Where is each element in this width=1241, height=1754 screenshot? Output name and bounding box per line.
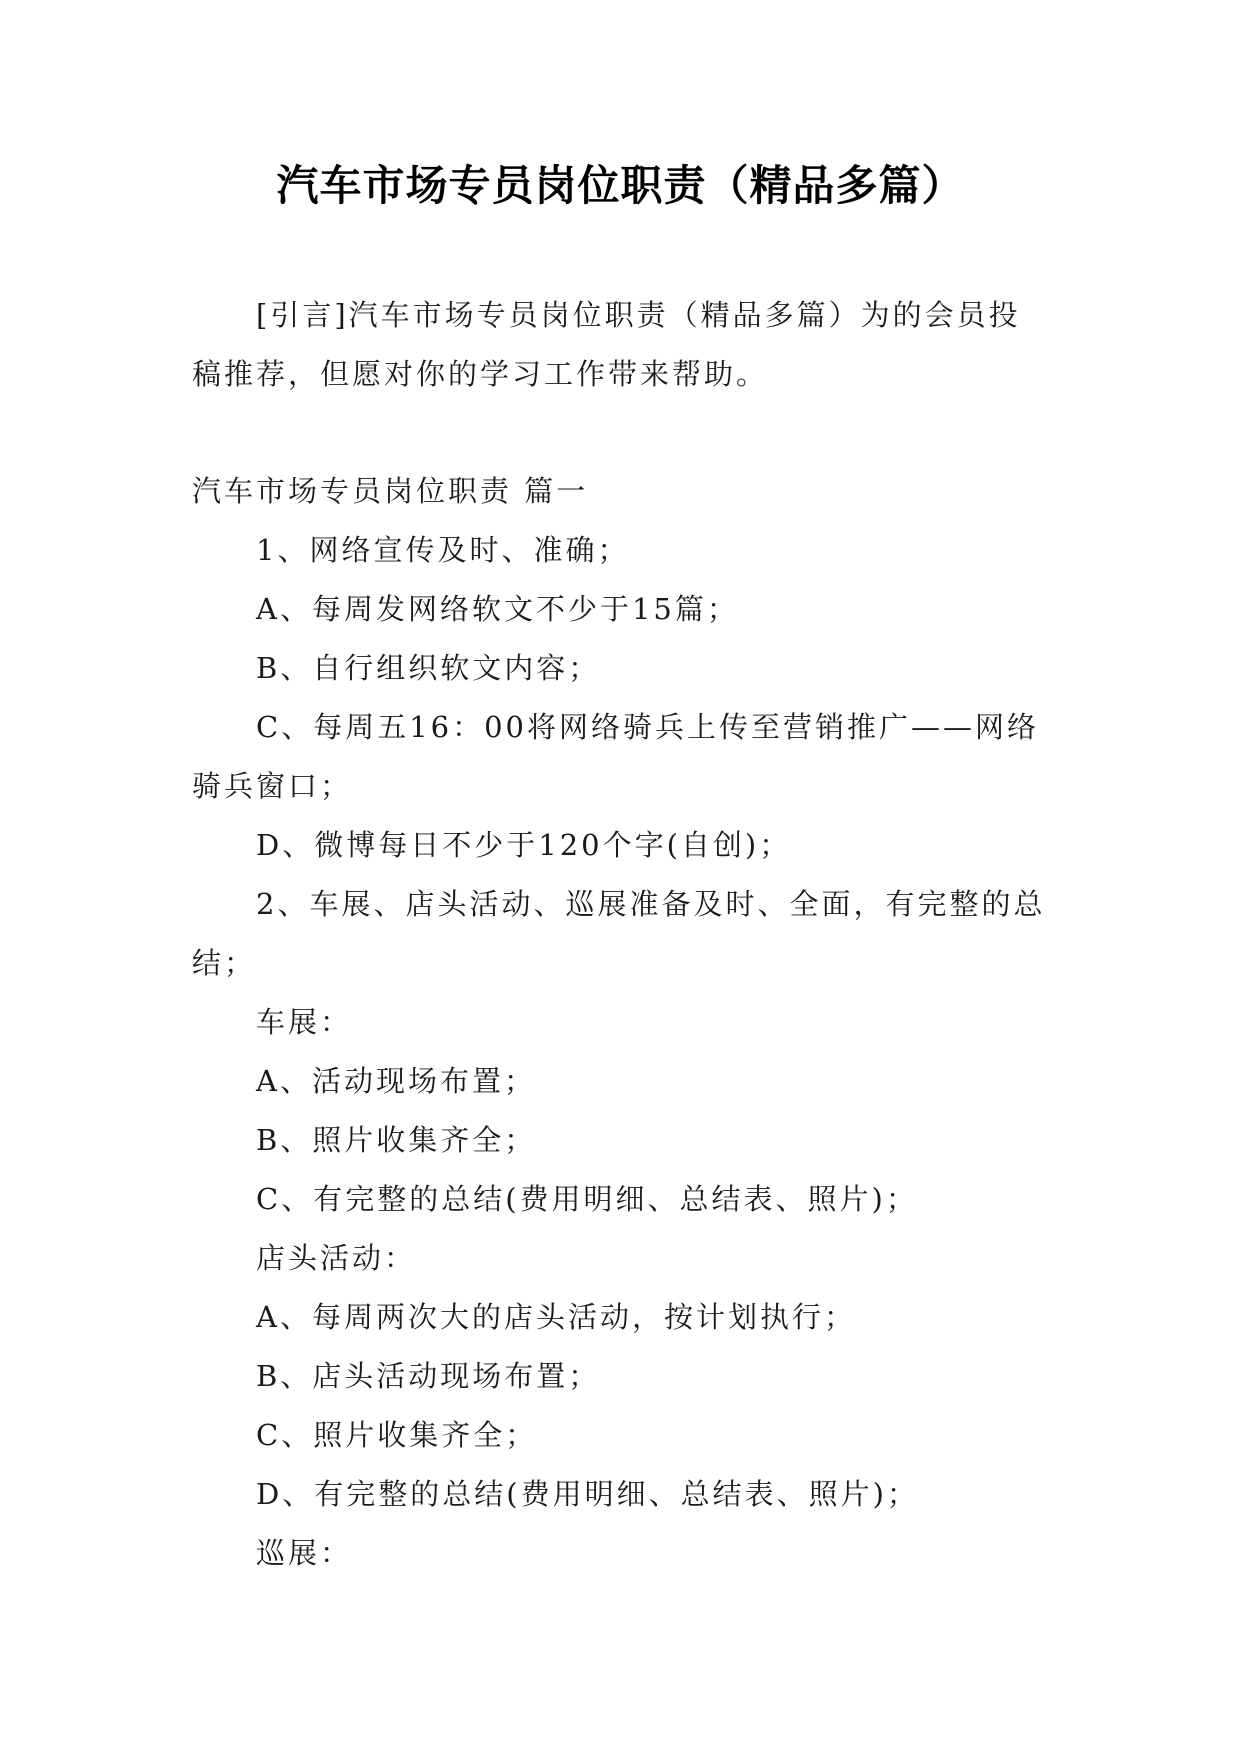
paragraph: C、照片收集齐全； (256, 1418, 538, 1452)
paragraph: A、活动现场布置； (256, 1064, 536, 1098)
paragraph: B、照片收集齐全； (256, 1123, 537, 1157)
section-heading: 汽车市场专员岗位职责 篇一 (192, 474, 589, 508)
paragraph: A、每周两次大的店头活动，按计划执行； (256, 1300, 856, 1334)
paragraph: D、有完整的总结(费用明细、总结表、照片)； (256, 1477, 919, 1511)
content-block (192, 462, 1052, 1583)
paragraph: B、店头活动现场布置； (256, 1359, 601, 1393)
intro-paragraph: [引言]汽车市场专员岗位职责（精品多篇）为的会员投稿推荐，但愿对你的学习工作带来帮助。 (192, 298, 1021, 391)
paragraph: 巡展： (256, 1536, 353, 1570)
paragraph: 店头活动： (256, 1241, 417, 1275)
intro-block (192, 286, 1052, 404)
document-title: 汽车市场专员岗位职责（精品多篇） (276, 161, 965, 210)
paragraph: 1、网络宣传及时、准确； (256, 533, 630, 567)
paragraph: D、微博每日不少于120个字(自创)； (256, 828, 792, 862)
paragraph: C、有完整的总结(费用明细、总结表、照片)； (256, 1182, 918, 1216)
paragraph: C、每周五16：00将网络骑兵上传至营销推广——网络骑兵窗口； (192, 710, 1039, 803)
paragraph: 2、车展、店头活动、巡展准备及时、全面，有完整的总结； (192, 887, 1046, 980)
paragraph: A、每周发网络软文不少于15篇； (256, 592, 739, 626)
paragraph: B、自行组织软文内容； (256, 651, 601, 685)
paragraph: 车展： (256, 1005, 353, 1039)
